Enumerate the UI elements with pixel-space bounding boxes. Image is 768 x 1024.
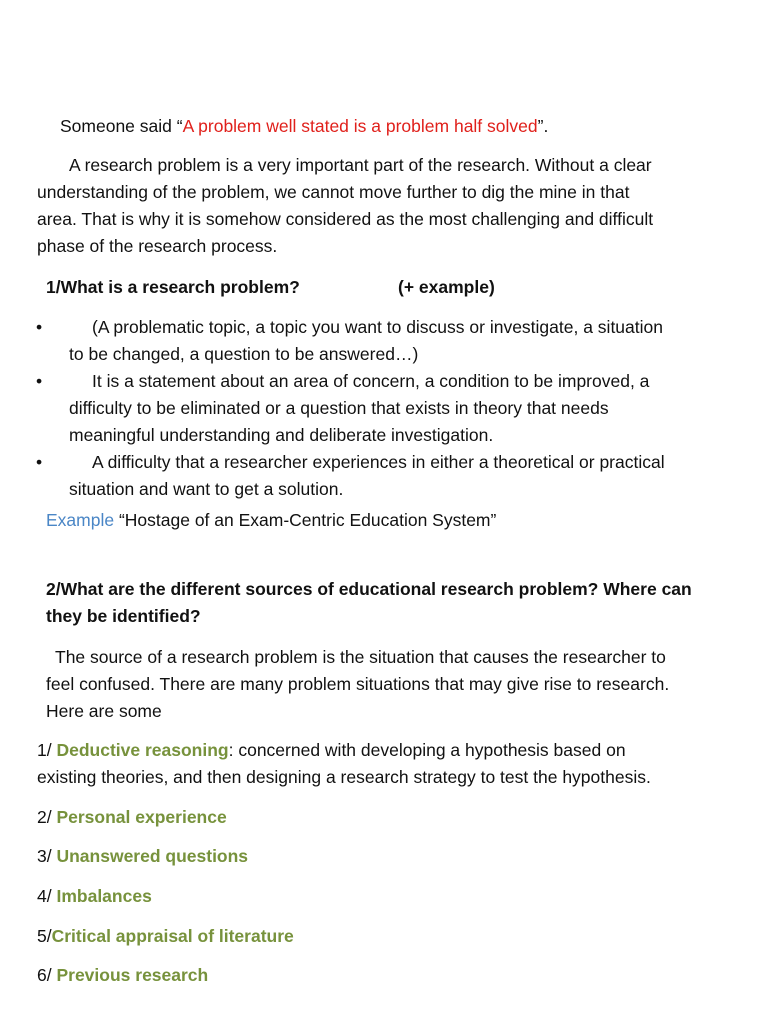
section2-heading-line: 2/What are the different sources of educational research problem? Where can bbox=[46, 579, 692, 599]
source-description: : concerned with developing a hypothesis based on bbox=[228, 740, 626, 760]
intro-paragraph bbox=[37, 152, 653, 260]
source-label: Imbalances bbox=[56, 886, 152, 906]
intro-line: area. That is why it is somehow considered as the most challenging and difficult bbox=[37, 209, 654, 229]
source-item-deductive bbox=[37, 737, 651, 791]
bullet-text: to be changed, a question to be answered…) bbox=[69, 344, 419, 364]
quote-line bbox=[60, 113, 548, 140]
source-number: 6/ bbox=[37, 965, 57, 985]
source-label: Critical appraisal of literature bbox=[51, 926, 294, 946]
source-item-unanswered bbox=[37, 843, 248, 870]
list-item bbox=[36, 449, 756, 503]
section2-heading-line: they be identified? bbox=[46, 606, 201, 626]
section1-heading bbox=[46, 274, 300, 301]
sources-paragraph bbox=[46, 644, 669, 725]
source-item-critical-appraisal bbox=[37, 923, 294, 950]
bullet-icon: • bbox=[36, 317, 43, 337]
source-number: 4/ bbox=[37, 886, 57, 906]
source-number: 5/ bbox=[37, 926, 52, 946]
section1-heading-text: 1/What is a research problem? bbox=[46, 277, 300, 297]
section1-heading-note: (+ example) bbox=[398, 277, 495, 297]
bullet-text: A difficulty that a researcher experiences in either a theoretical or practical bbox=[92, 452, 665, 472]
paragraph-line: The source of a research problem is the situation that causes the researcher to bbox=[55, 647, 666, 667]
source-label: Unanswered questions bbox=[56, 846, 249, 866]
source-description: existing theories, and then designing a research strategy to test the hypothesis. bbox=[37, 767, 651, 787]
bullet-text: difficulty to be eliminated or a question that exists in theory that needs bbox=[69, 398, 609, 418]
source-label: Previous research bbox=[56, 965, 209, 985]
bullet-icon: • bbox=[36, 371, 43, 391]
source-number: 3/ bbox=[37, 846, 57, 866]
bullet-text: meaningful understanding and deliberate investigation. bbox=[69, 425, 494, 445]
bullet-icon: • bbox=[36, 452, 43, 472]
intro-line: A research problem is a very important part of the research. Without a clear bbox=[69, 155, 652, 175]
bullet-text: It is a statement about an area of concern, a condition to be improved, a bbox=[92, 371, 650, 391]
quote-prefix: Someone said “ bbox=[60, 116, 183, 136]
quote-highlight: A problem well stated is a problem half solved bbox=[182, 116, 538, 136]
example-line bbox=[46, 507, 496, 534]
paragraph-line: Here are some bbox=[46, 701, 162, 721]
definition-list bbox=[36, 314, 756, 503]
source-item-personal bbox=[37, 804, 227, 831]
source-number: 2/ bbox=[37, 807, 57, 827]
paragraph-line: feel confused. There are many problem situations that may give rise to research. bbox=[46, 674, 670, 694]
bullet-text: (A problematic topic, a topic you want to discuss or investigate, a situation bbox=[92, 317, 663, 337]
example-label: Example bbox=[46, 510, 115, 530]
example-text: “Hostage of an Exam-Centric Education System” bbox=[114, 510, 497, 530]
quote-suffix: ”. bbox=[537, 116, 549, 136]
section2-heading bbox=[46, 576, 692, 630]
list-item bbox=[36, 314, 756, 368]
list-item bbox=[36, 368, 756, 449]
source-item-imbalances bbox=[37, 883, 152, 910]
source-label: Personal experience bbox=[56, 807, 227, 827]
source-number: 1/ bbox=[37, 740, 57, 760]
intro-line: understanding of the problem, we cannot move further to dig the mine in that bbox=[37, 182, 630, 202]
bullet-text: situation and want to get a solution. bbox=[69, 479, 344, 499]
intro-line: phase of the research process. bbox=[37, 236, 278, 256]
source-label: Deductive reasoning bbox=[56, 740, 229, 760]
source-item-previous-research bbox=[37, 962, 208, 989]
